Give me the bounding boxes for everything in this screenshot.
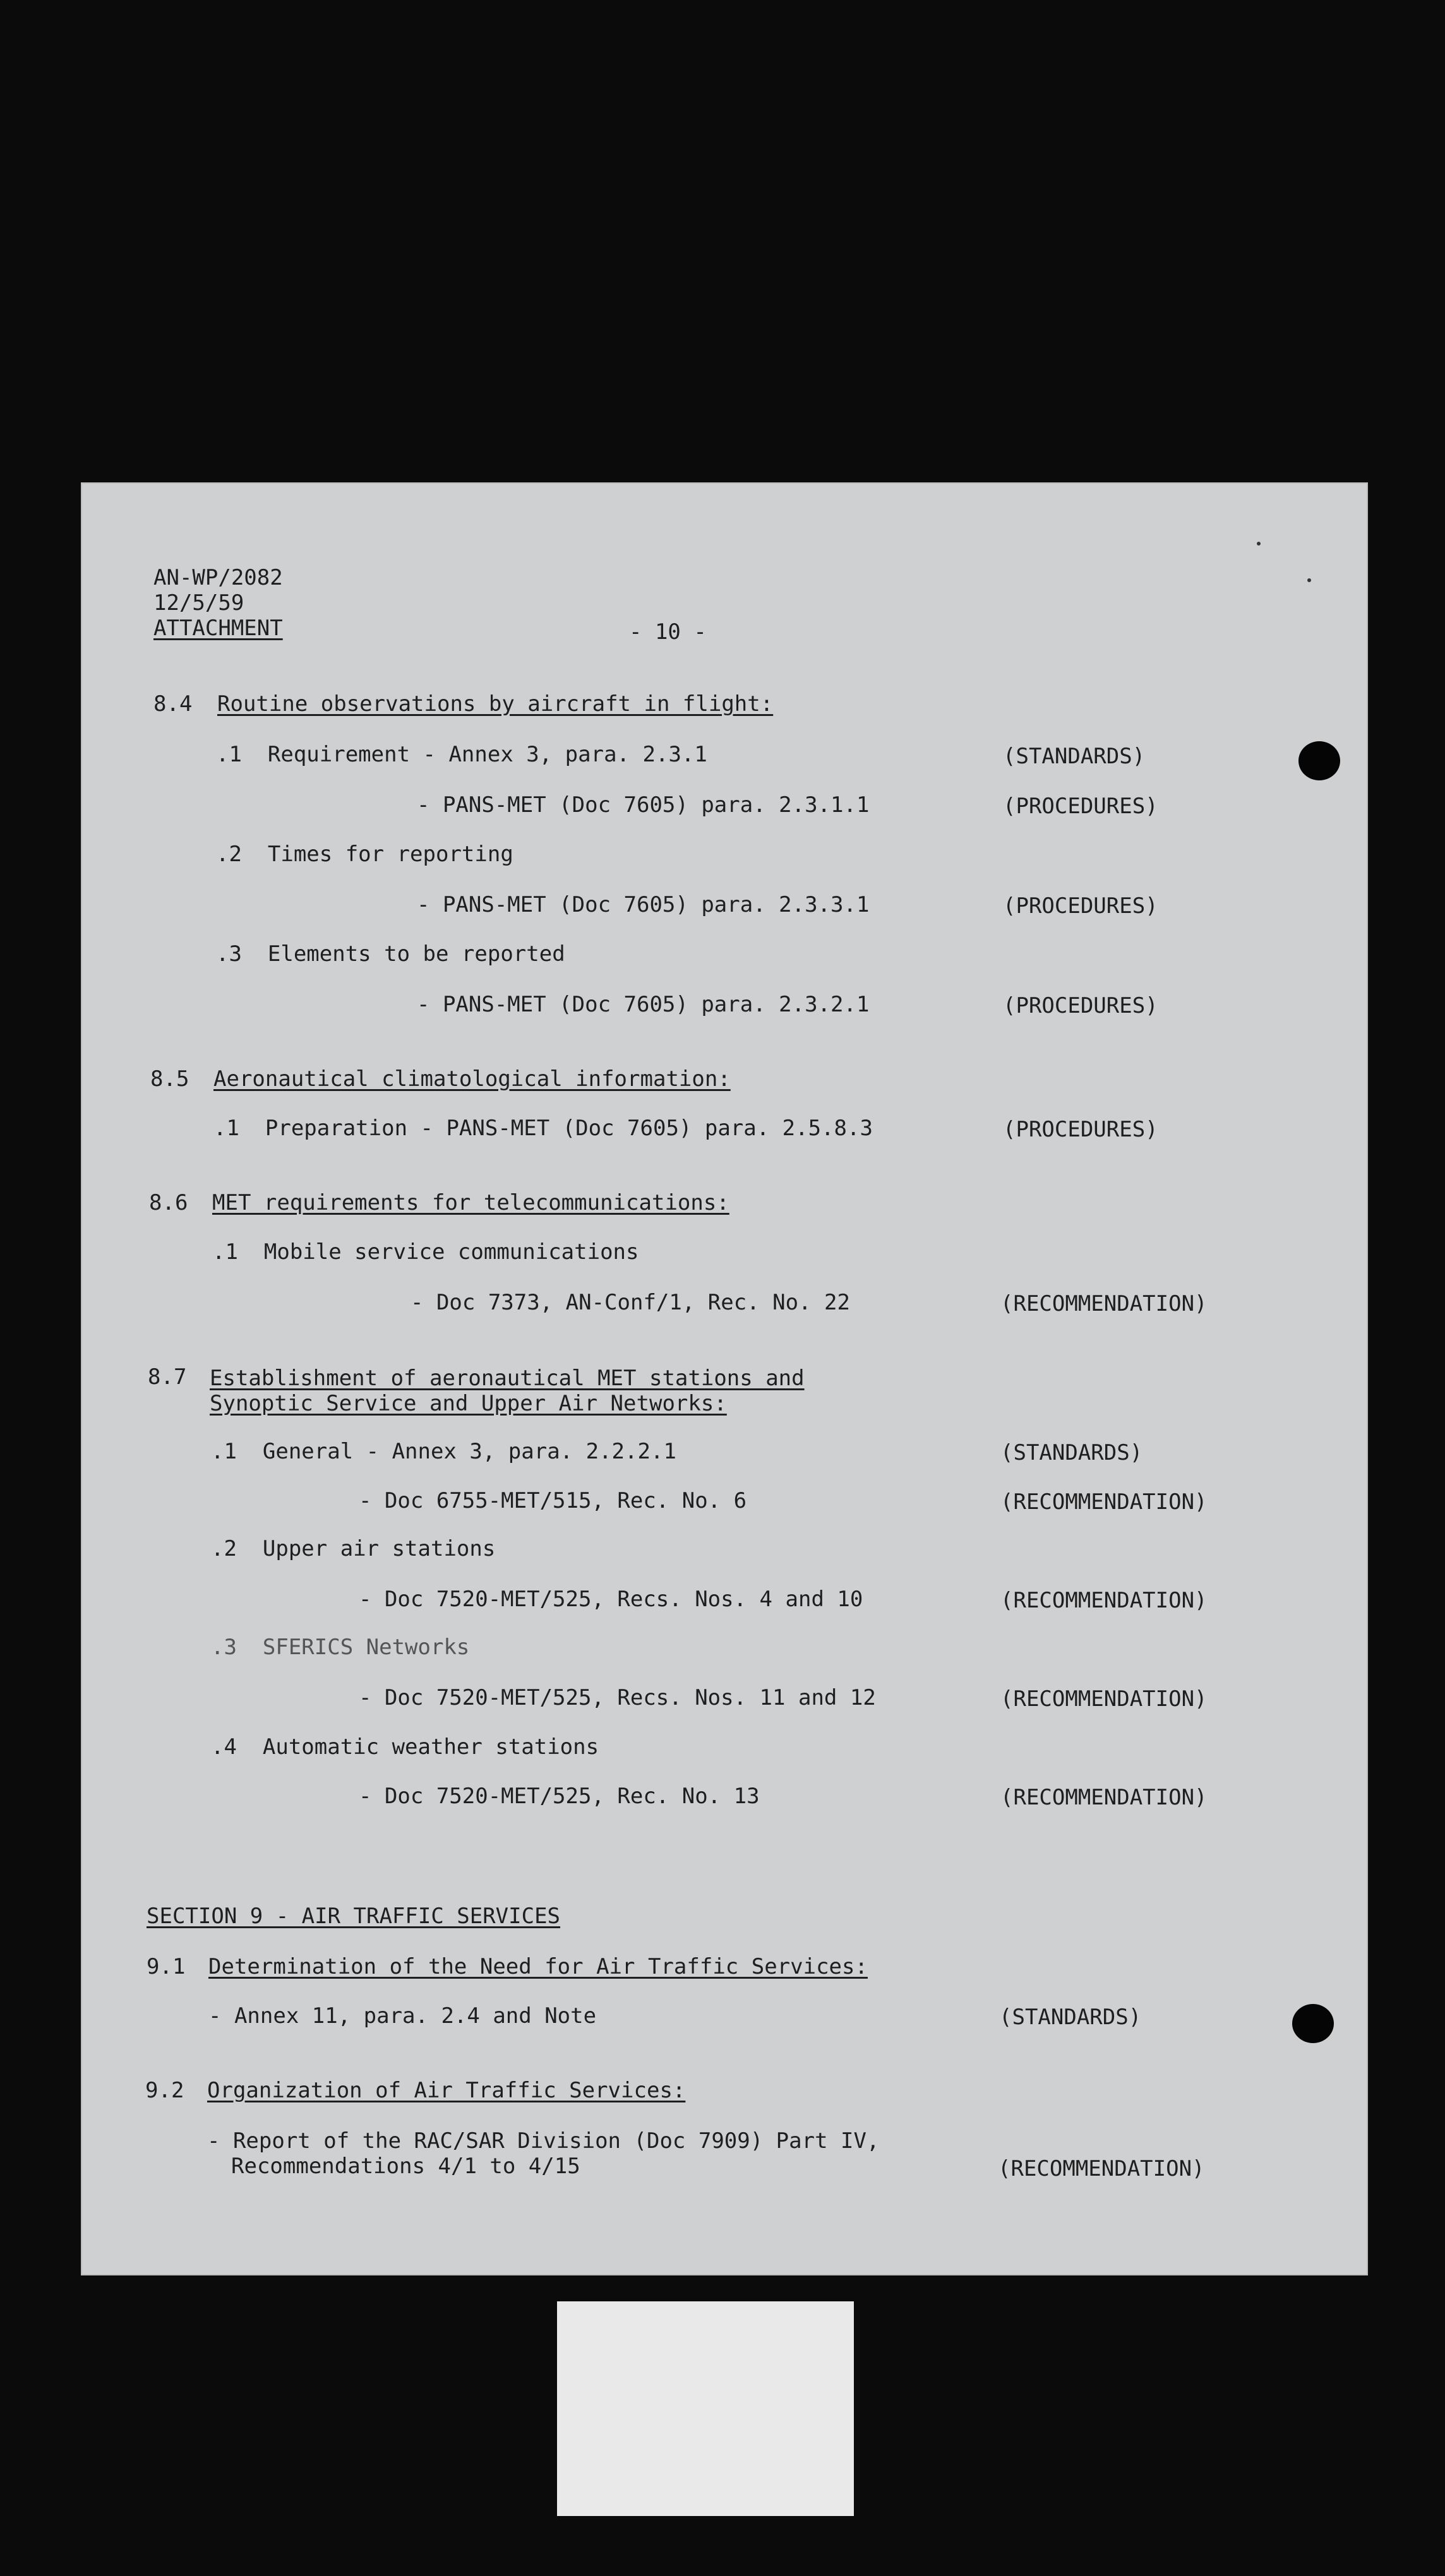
- item-8-4-2: .2 Times for reporting: [216, 842, 513, 867]
- item-8-6-1-ref: - Doc 7373, AN-Conf/1, Rec. No. 22: [411, 1290, 850, 1315]
- page-number: - 10 -: [629, 619, 707, 645]
- dust-speck: [1307, 578, 1311, 582]
- item-9-2-ref-line2: Recommendations 4/1 to 4/15: [231, 2154, 580, 2179]
- section-9-heading: SECTION 9 - AIR TRAFFIC SERVICES: [147, 1904, 561, 1929]
- item-8-7-4-ref: - Doc 7520-MET/525, Rec. No. 13: [359, 1784, 760, 1809]
- item-8-7-2: .2 Upper air stations: [211, 1536, 496, 1561]
- section-title-8-4: Routine observations by aircraft in flight:: [217, 691, 774, 717]
- doc-date: 12/5/59: [153, 590, 244, 616]
- item-8-5-1: .1 Preparation - PANS-MET (Doc 7605) para. 2.5.8.3: [213, 1116, 873, 1141]
- section-title-9-1: Determination of the Need for Air Traffic Services:: [208, 1954, 868, 1979]
- item-8-7-3-ref: - Doc 7520-MET/525, Recs. Nos. 11 and 12: [359, 1685, 876, 1710]
- document-page: [81, 482, 1368, 2275]
- item-8-7-3: .3 SFERICS Networks: [211, 1635, 470, 1660]
- item-8-4-1-type: (STANDARDS): [1003, 744, 1146, 769]
- item-8-4-1-ref: - PANS-MET (Doc 7605) para. 2.3.1.1: [417, 792, 870, 818]
- dust-speck: [1257, 542, 1261, 546]
- section-title-8-5: Aeronautical climatological information:: [213, 1066, 731, 1092]
- attachment-label: ATTACHMENT: [153, 616, 283, 641]
- item-8-7-4-ref-type: (RECOMMENDATION): [1000, 1785, 1208, 1810]
- item-8-7-1-ref: - Doc 6755-MET/515, Rec. No. 6: [359, 1488, 747, 1513]
- item-9-1-ref-type: (STANDARDS): [999, 2005, 1142, 2030]
- section-number-8-6: 8.6: [149, 1190, 188, 1215]
- section-number-8-7: 8.7: [148, 1364, 187, 1390]
- item-8-4-3-ref: - PANS-MET (Doc 7605) para. 2.3.2.1: [417, 992, 870, 1017]
- section-number-8-5: 8.5: [150, 1066, 189, 1092]
- item-8-4-3-ref-type: (PROCEDURES): [1003, 993, 1158, 1018]
- item-8-7-4: .4 Automatic weather stations: [211, 1734, 599, 1760]
- section-title-8-7-line1: Establishment of aeronautical MET stations and: [210, 1366, 805, 1391]
- item-8-4-2-ref-type: (PROCEDURES): [1003, 893, 1158, 919]
- item-8-5-1-type: (PROCEDURES): [1003, 1117, 1158, 1142]
- section-title-9-2: Organization of Air Traffic Services:: [207, 2078, 686, 2103]
- item-8-4-1-ref-type: (PROCEDURES): [1003, 794, 1158, 819]
- item-8-7-3-ref-type: (RECOMMENDATION): [1000, 1686, 1208, 1712]
- item-8-7-2-ref: - Doc 7520-MET/525, Recs. Nos. 4 and 10: [359, 1587, 863, 1612]
- section-title-8-6: MET requirements for telecommunications:: [212, 1190, 729, 1215]
- doc-reference: AN-WP/2082: [153, 565, 283, 590]
- punch-hole-top: [1298, 741, 1340, 780]
- paper-tab: [557, 2301, 854, 2516]
- item-8-4-2-ref: - PANS-MET (Doc 7605) para. 2.3.3.1: [417, 892, 870, 917]
- item-8-4-3: .3 Elements to be reported: [216, 941, 565, 967]
- item-8-7-1: .1 General - Annex 3, para. 2.2.2.1: [211, 1439, 676, 1464]
- section-number-8-4: 8.4: [153, 691, 193, 717]
- item-8-4-1: .1 Requirement - Annex 3, para. 2.3.1: [216, 742, 707, 767]
- punch-hole-bottom: [1292, 2004, 1334, 2043]
- item-9-2-ref-type: (RECOMMENDATION): [998, 2156, 1205, 2181]
- section-number-9-1: 9.1: [147, 1954, 186, 1979]
- item-9-1-ref: - Annex 11, para. 2.4 and Note: [208, 2003, 597, 2029]
- section-title-8-7-line2: Synoptic Service and Upper Air Networks:: [210, 1391, 727, 1416]
- item-8-7-1-type: (STANDARDS): [1000, 1440, 1143, 1465]
- item-8-6-1: .1 Mobile service communications: [212, 1239, 639, 1265]
- section-number-9-2: 9.2: [145, 2078, 184, 2103]
- item-9-2-ref-line1: - Report of the RAC/SAR Division (Doc 7909) Part IV,: [207, 2128, 880, 2154]
- item-8-7-1-ref-type: (RECOMMENDATION): [1000, 1489, 1208, 1515]
- item-8-7-2-ref-type: (RECOMMENDATION): [1000, 1588, 1208, 1613]
- item-8-6-1-ref-type: (RECOMMENDATION): [1000, 1291, 1208, 1316]
